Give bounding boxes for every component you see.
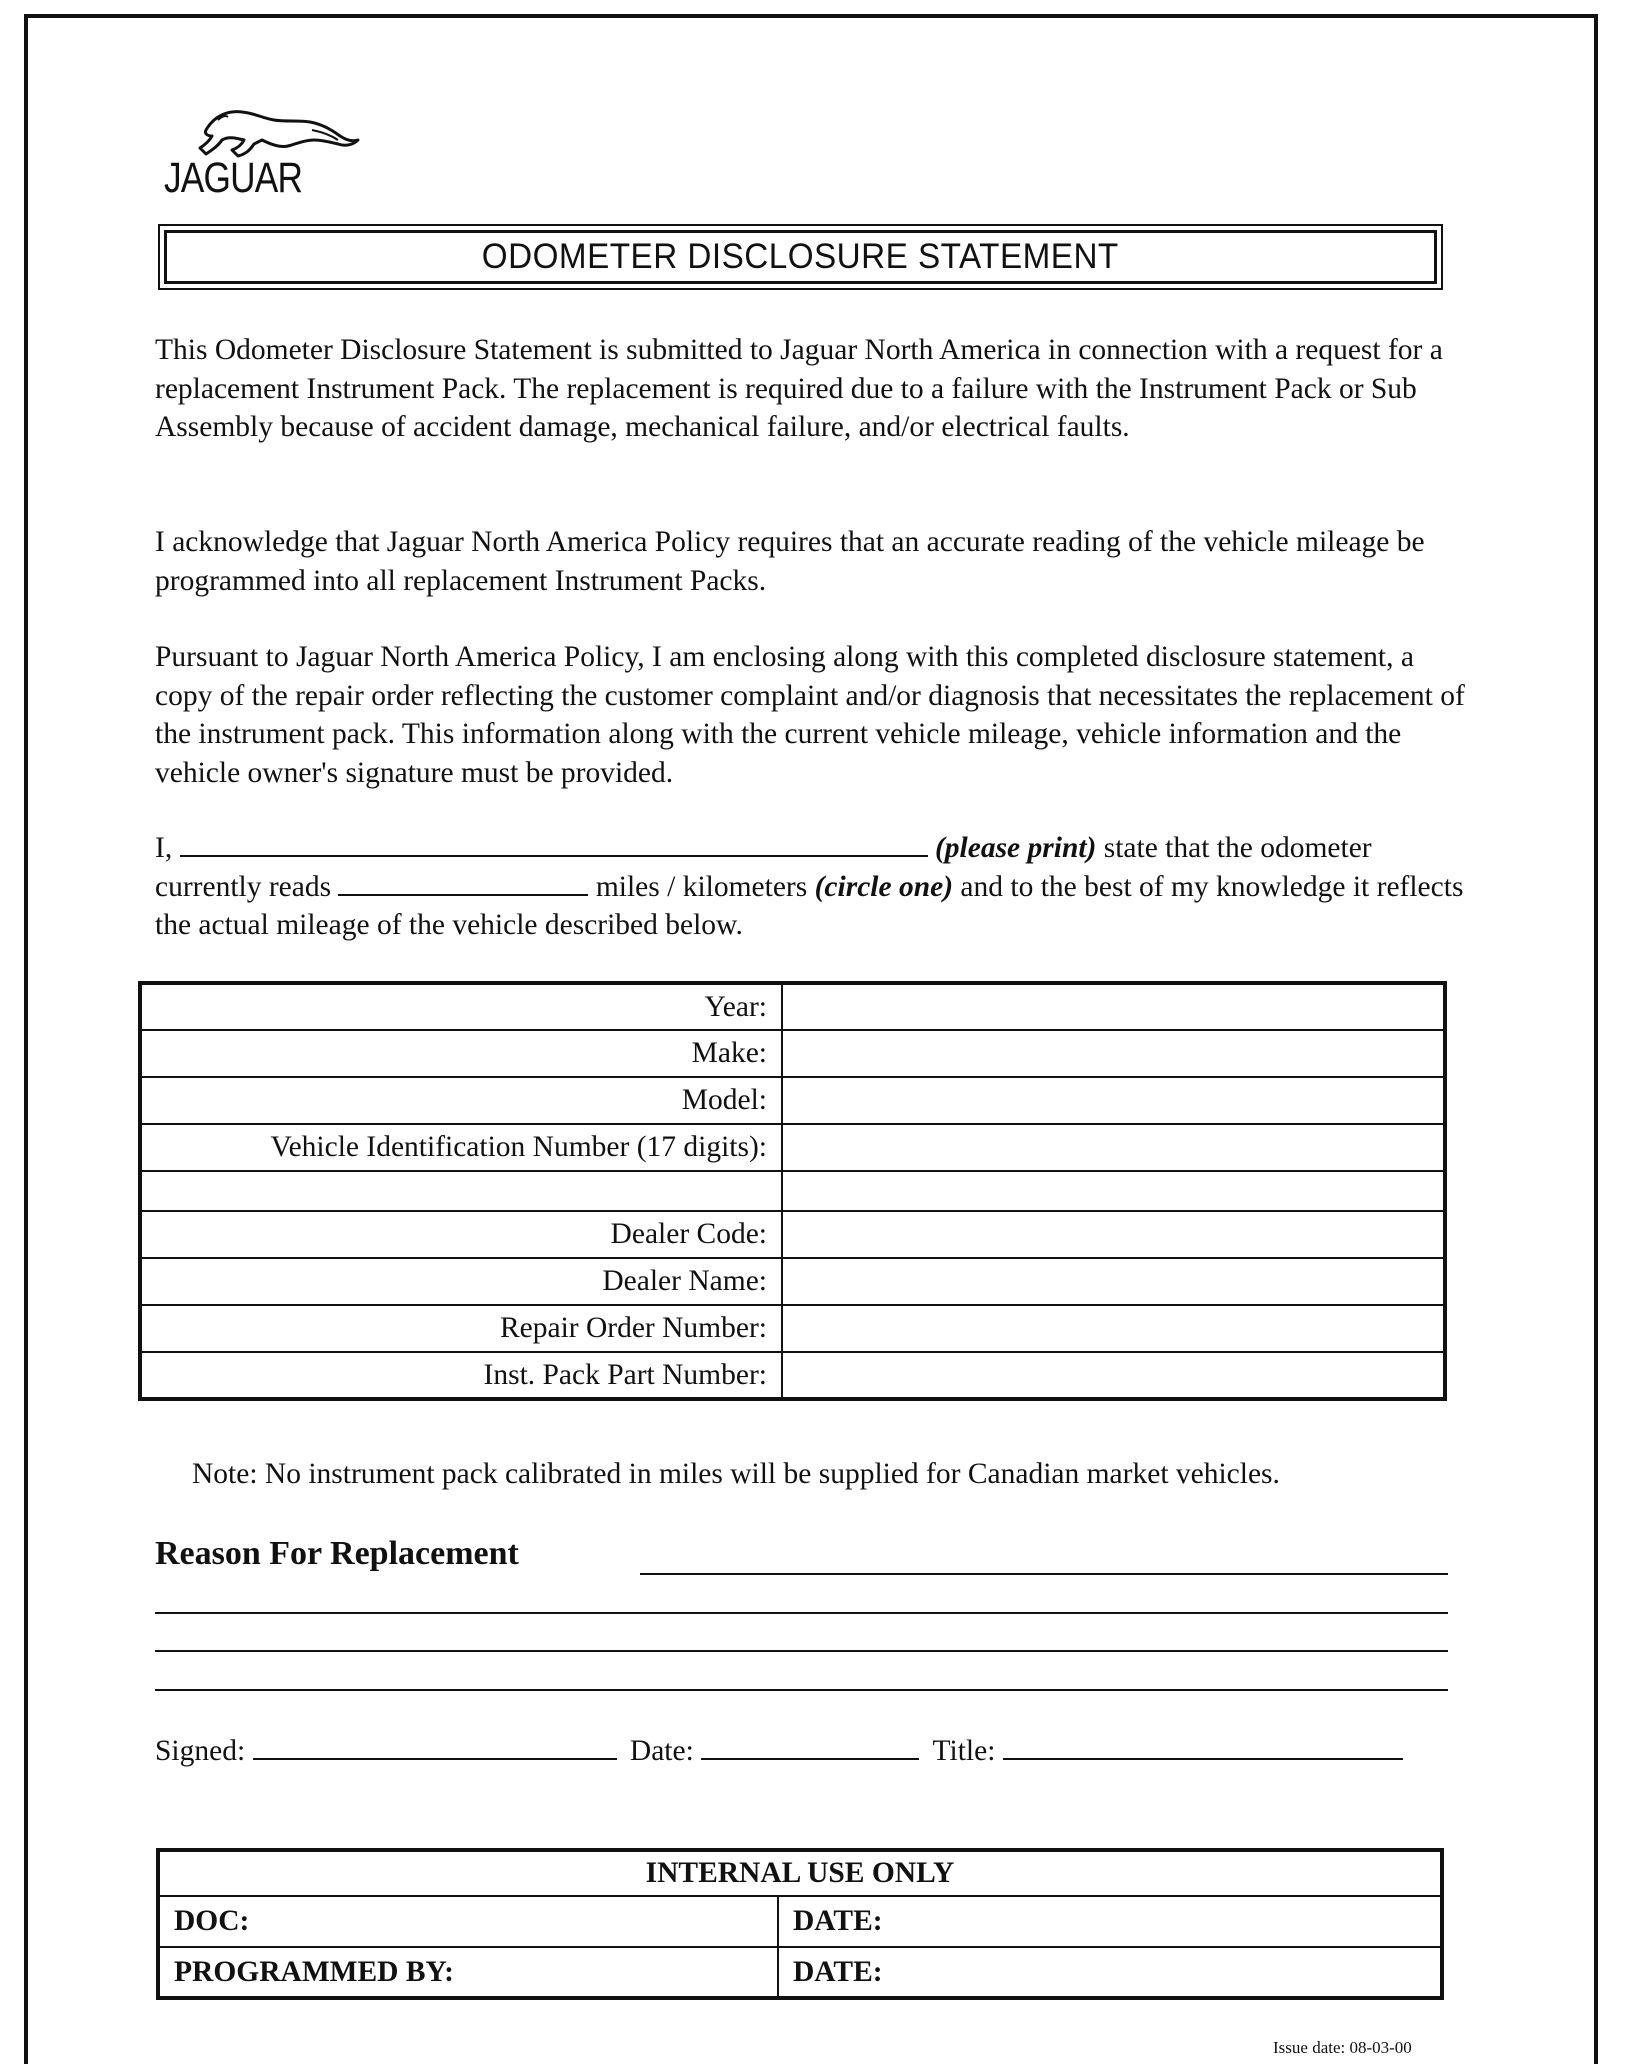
date-field[interactable]	[701, 1732, 919, 1760]
title-box	[158, 224, 1443, 290]
paragraph-intro: This Odometer Disclosure Statement is submitted to Jaguar North America in connection with a request for a replacement Instrument Pack. The replacement is required due to a failure with the Instrument Pack or Sub Assembly because of accident damage, mechanical failure, and/or electrical faults.	[155, 334, 1443, 443]
signed-label: Signed:	[155, 1735, 246, 1767]
field-label: Vehicle Identification Number (17 digits):	[140, 1124, 782, 1171]
field-label: Year:	[140, 983, 782, 1030]
programmed-by-field[interactable]: PROGRAMMED BY:	[158, 1947, 778, 1998]
title-label: Title:	[932, 1735, 996, 1767]
date-label: Date:	[629, 1735, 694, 1767]
field-label: Dealer Name:	[140, 1258, 782, 1305]
model-field[interactable]	[782, 1077, 1445, 1124]
year-field[interactable]	[782, 983, 1445, 1030]
page-title: ODOMETER DISCLOSURE STATEMENT	[482, 237, 1119, 276]
canada-note: Note: No instrument pack calibrated in miles will be supplied for Canadian market vehicles.	[192, 1458, 1280, 1490]
issue-date: Issue date: 08-03-00	[1273, 2038, 1412, 2057]
make-field[interactable]	[782, 1030, 1445, 1077]
field-label: Repair Order Number:	[140, 1305, 782, 1352]
dealer-code-field[interactable]	[782, 1211, 1445, 1258]
table-row	[140, 1171, 1445, 1211]
dealer-name-field[interactable]	[782, 1258, 1445, 1305]
reason-line-2[interactable]	[155, 1612, 1448, 1614]
table-row	[158, 1947, 1442, 1998]
vin-field[interactable]	[782, 1124, 1445, 1171]
doc-field[interactable]: DOC:	[158, 1896, 778, 1947]
paragraph-pursuant: Pursuant to Jaguar North America Policy, I am enclosing along with this completed disclosure statement, a copy of the repair order reflecting the customer complaint and/or diagnosis that necessitates the replacement of the instrument pack. This information along with the current vehicle mileage, vehicle information and the vehicle owner's signature must be provided.	[155, 641, 1465, 789]
vehicle-info-table	[138, 981, 1447, 1401]
reason-heading: Reason For Replacement	[155, 1535, 519, 1572]
internal-use-table	[156, 1848, 1444, 2000]
internal-date-field[interactable]: DATE:	[778, 1896, 1442, 1947]
field-label: Make:	[140, 1030, 782, 1077]
reason-line-3[interactable]	[155, 1650, 1448, 1652]
table-row	[140, 1124, 1445, 1171]
table-row	[140, 1211, 1445, 1258]
odometer-statement: I, (please print) state that the odometer currently reads miles / kilometers (circle one) and to the best of my knowledge it reflects the actual mileage of the vehicle described below.	[155, 829, 1465, 945]
jaguar-wordmark: JAGUAR	[164, 154, 303, 202]
field-label	[140, 1171, 782, 1211]
table-row	[158, 1896, 1442, 1947]
signature-row	[155, 1732, 1403, 1768]
jaguar-logo	[162, 100, 362, 212]
vin-continued-field[interactable]	[782, 1171, 1445, 1211]
field-label: Inst. Pack Part Number:	[140, 1352, 782, 1399]
field-label: Model:	[140, 1077, 782, 1124]
reason-line-1[interactable]	[640, 1573, 1448, 1575]
table-row	[140, 1305, 1445, 1352]
table-row	[140, 1030, 1445, 1077]
repair-order-field[interactable]	[782, 1305, 1445, 1352]
field-label: Dealer Code:	[140, 1211, 782, 1258]
table-row	[158, 1850, 1442, 1896]
internal-use-heading: INTERNAL USE ONLY	[158, 1850, 1442, 1896]
title-field[interactable]	[1003, 1732, 1403, 1760]
signature-field[interactable]	[253, 1732, 617, 1760]
paragraph-acknowledge: I acknowledge that Jaguar North America Policy requires that an accurate reading of the vehicle mileage be programmed into all replacement Instrument Packs.	[155, 526, 1425, 597]
table-row	[140, 983, 1445, 1030]
table-row	[140, 1258, 1445, 1305]
part-number-field[interactable]	[782, 1352, 1445, 1399]
reason-line-4[interactable]	[155, 1689, 1448, 1691]
programmed-date-field[interactable]: DATE:	[778, 1947, 1442, 1998]
table-row	[140, 1077, 1445, 1124]
table-row	[140, 1352, 1445, 1399]
odometer-reading-field[interactable]	[338, 868, 588, 896]
printed-name-field[interactable]	[180, 829, 928, 857]
